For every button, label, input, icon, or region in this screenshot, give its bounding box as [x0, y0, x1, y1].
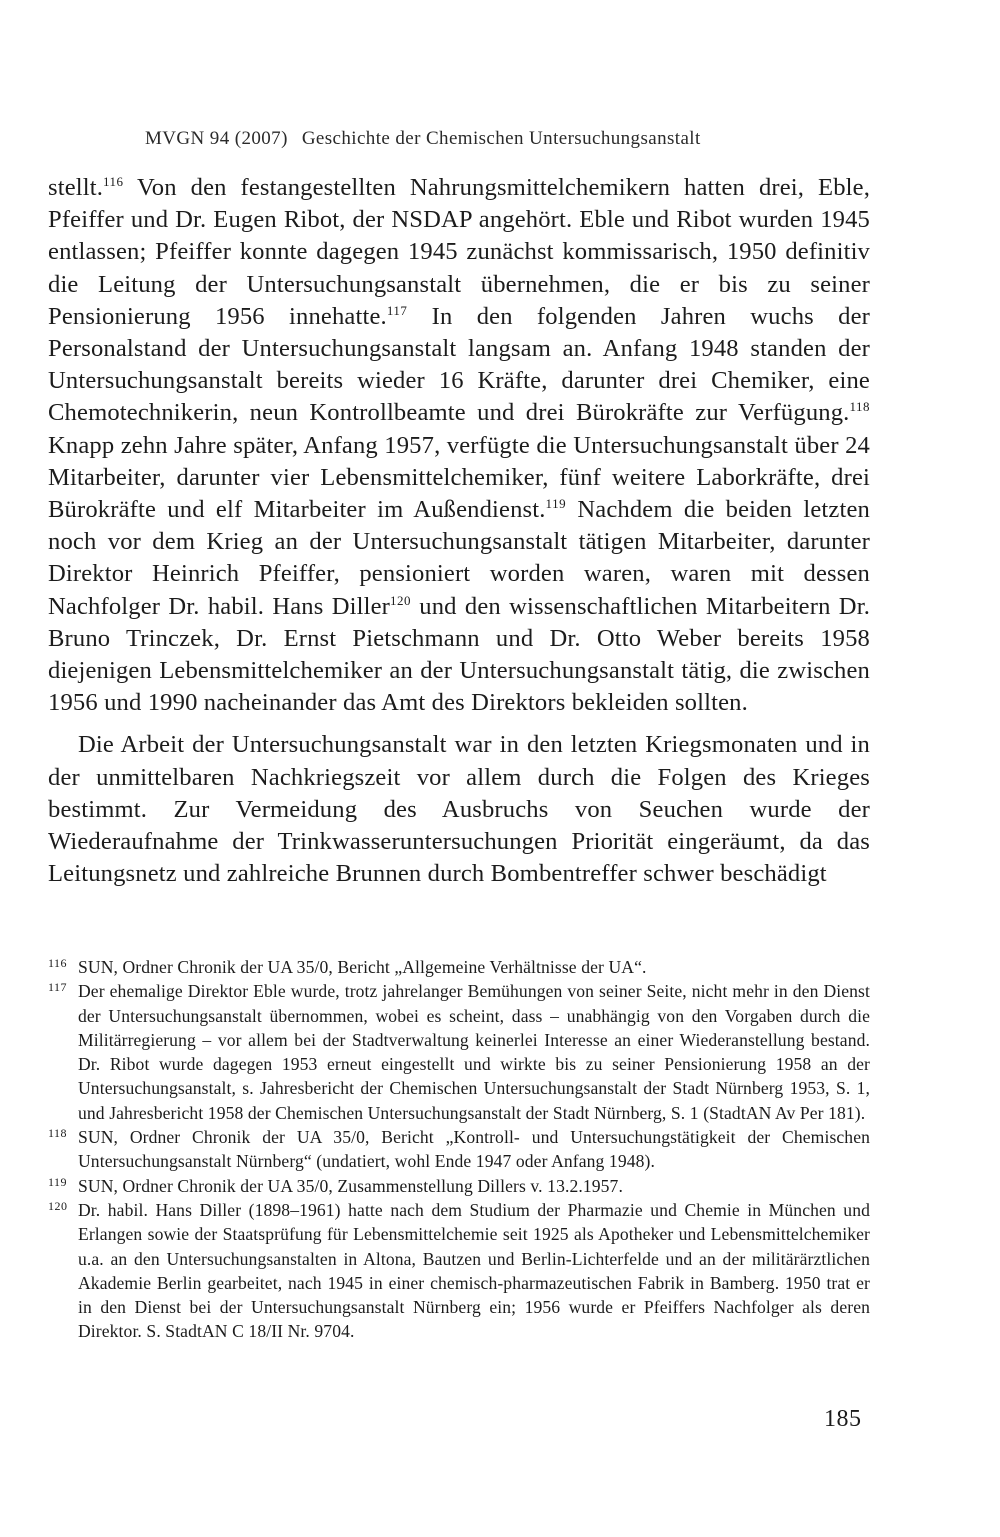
text-run: Von den festangestellten Nahrungsmittelchemikern hatten drei, Eble, Pfeiffer und Dr. Eugen Ribot, der NSDAP angehört. Eble und Ribot wurden 1945 entlassen; Pfeiffer konnte dagegen 1945 zunächst kommissarisch, 1950 definitiv die Leitung der Untersuchungsanstalt übernehmen, die er bis zu seiner Pensionierung 1956 innehatte.	[48, 174, 870, 330]
page-number: 185	[824, 1406, 862, 1432]
running-head	[145, 128, 701, 150]
text-run: und den wissenschaftlichen Mitarbeitern Dr. Bruno Trinczek, Dr. Ernst Pietschmann und Dr. Otto Weber bereits 1958 diejenigen Lebensmittelchemiker an der Untersuchungsanstalt tätig, die zwischen 1956 und 1990 nacheinander das Amt des Direktors bekleiden sollten.	[48, 592, 870, 717]
footnote-text: SUN, Ordner Chronik der UA 35/0, Bericht „Allgemeine Verhältnisse der UA“.	[78, 957, 647, 977]
footnote-reference-118[interactable]: 118	[849, 399, 870, 415]
footnote-number: 119	[48, 1174, 68, 1189]
footnote-text: SUN, Ordner Chronik der UA 35/0, Zusammenstellung Dillers v. 13.2.1957.	[78, 1175, 623, 1196]
text-run: Nachdem die beiden letzten noch vor dem Krieg an der Untersuchungsanstalt tätigen Mitarbeiter, darunter Direktor Heinrich Pfeiffer, pensioniert worden waren, waren mit dessen Nachfolger Dr. habil. Hans Diller	[48, 496, 870, 620]
footnotes	[48, 955, 870, 1344]
text-run: In den folgenden Jahren wuchs der Personalstand der Untersuchungsanstalt langsam an. Anfang 1948 standen der Untersuchungsanstalt bereits wieder 16 Kräfte, darunter drei Chemiker, eine Chemotechnikerin, neun Kontrollbeamte und drei Bürokräfte zur Verfügung.	[48, 302, 870, 427]
footnote-number: 117	[48, 980, 68, 995]
footnote-118	[48, 1125, 870, 1174]
footnote-116	[48, 955, 870, 979]
text-run: stellt.	[48, 174, 104, 201]
footnote-reference-116[interactable]: 116	[103, 174, 124, 189]
footnote-number: 116	[48, 956, 68, 970]
footnote-119	[48, 1174, 870, 1198]
footnote-117	[48, 979, 870, 1125]
text-run: Knapp zehn Jahre später, Anfang 1957, verfügte die Untersuchungsanstalt über 24 Mitarbeiter, darunter vier Lebensmittelchemiker, fünf weitere Laborkräfte, drei Bürokräfte und elf Mitarbeiter im Außendienst.	[48, 431, 870, 524]
paragraph-2: Die Arbeit der Untersuchungsanstalt war in den letzten Kriegsmonaten und in der unmittelbaren Nachkriegszeit vor allem durch die Folgen des Krieges bestimmt. Zur Vermeidung des Ausbruchs von Seuchen wurde der Wiederaufnahme der Trinkwasseruntersuchungen Priorität eingeräumt, da das Leitungsnetz und zahlreiche Brunnen durch Bombentreffer schwer beschädigt	[48, 731, 870, 888]
main-text	[48, 172, 870, 890]
footnote-number: 118	[48, 1126, 68, 1141]
footnote-number: 120	[48, 1198, 68, 1213]
journal-reference: MVGN 94 (2007)	[145, 128, 288, 149]
footnote-reference-119[interactable]: 119	[545, 496, 567, 512]
footnote-reference-120[interactable]: 120	[390, 592, 411, 608]
footnote-text: SUN, Ordner Chronik der UA 35/0, Bericht „Kontroll- und Untersuchungstätigkeit der Chemischen Untersuchungsanstalt Nürnberg“ (undatiert, wohl Ende 1947 oder Anfang 1948).	[78, 1127, 870, 1172]
paragraph-1	[48, 172, 870, 719]
footnote-text: Der ehemalige Direktor Eble wurde, trotz jahrelanger Bemühungen von seiner Seite, nicht mehr in den Dienst der Untersuchungsanstalt übernommen, wobei es scheint, dass – unabhängig von den Vorgaben durch die Militärregierung – vor allem bei der Stadtverwaltung keinerlei Interesse an einer Wiederanstellung bestand. Dr. Ribot wurde dagegen 1953 erneut eingestellt und wirkte bis zu seiner Pensionierung 1958 an der Untersuchungsanstalt, s. Jahresbericht der Chemischen Untersuchungsanstalt der Stadt Nürnberg 1953, S. 1, und Jahresbericht 1958 der Chemischen Untersuchungsanstalt der Stadt Nürnberg, S. 1 (StadtAN Av Per 181).	[78, 981, 870, 1123]
running-head-title: Geschichte der Chemischen Untersuchungsanstalt	[301, 128, 701, 149]
footnote-reference-117[interactable]: 117	[386, 302, 408, 318]
footnote-text: Dr. habil. Hans Diller (1898–1961) hatte nach dem Studium der Pharmazie und Chemie in München und Erlangen sowie der Staatsprüfung für Lebensmittelchemie seit 1925 als Apotheker und Lebensmittelchemiker u.a. an den Untersuchungsanstalten in Altona, Bautzen und Berlin-Lichterfelde und an der militärärztlichen Akademie Berlin gearbeitet, nach 1945 in einer chemisch-pharmazeutischen Fabrik in Bamberg. 1950 trat er in den Dienst bei der Untersuchungsanstalt Nürnberg ein; 1956 wurde er Pfeiffers Nachfolger als deren Direktor. S. StadtAN C 18/II Nr. 9704.	[78, 1199, 870, 1342]
footnote-120	[48, 1198, 870, 1344]
